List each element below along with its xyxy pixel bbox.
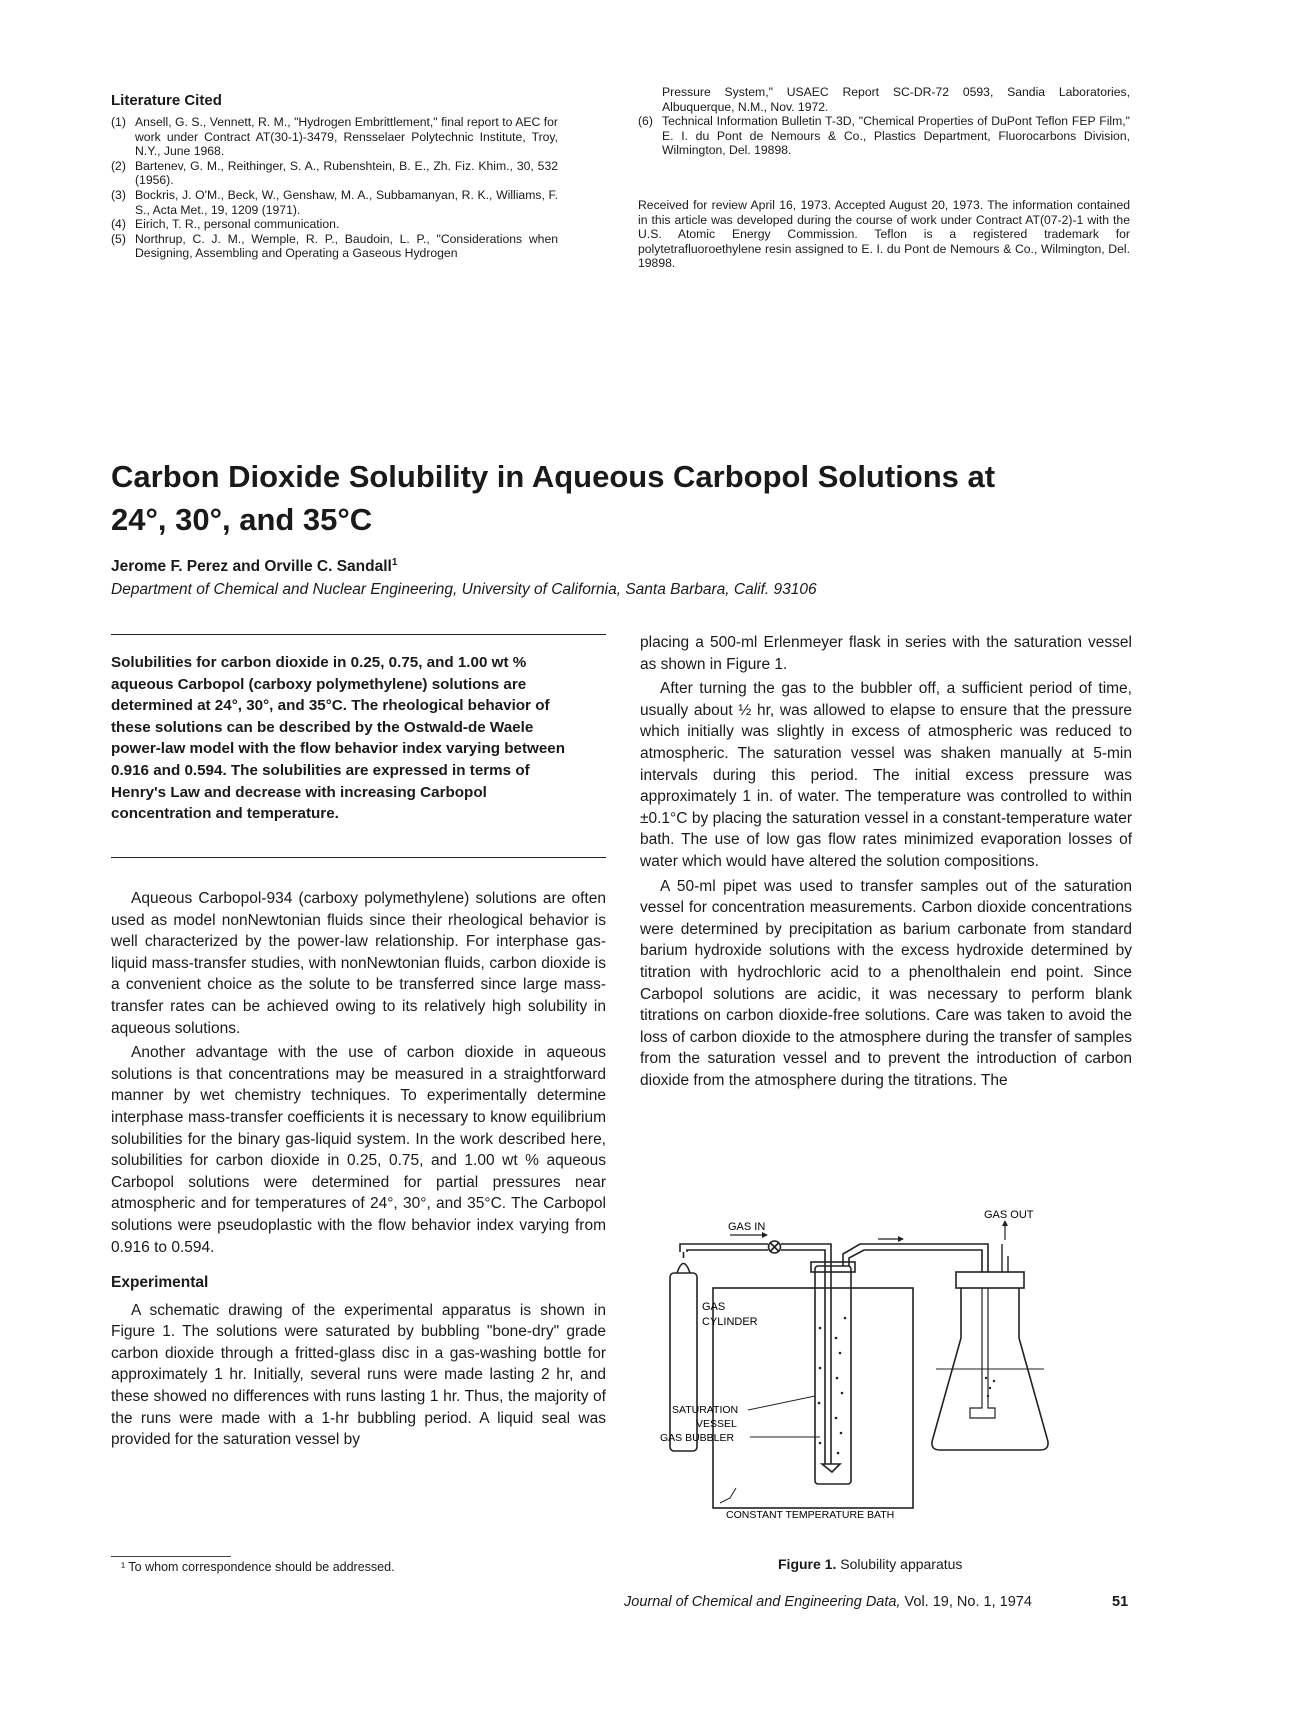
saturation-leader-line [748,1396,815,1410]
reference-item: (2) Bartenev, G. M., Reithinger, S. A., Rubenshtein, B. E., Zh. Fiz. Khim., 30, 532 (1956). [111,158,558,188]
abstract-bottom-rule [111,857,606,858]
reference-item-continued: Pressure System," USAEC Report SC-DR-72 0593, Sandia Laboratories, Albuquerque, N.M., Nov. 1972. [662,85,1130,114]
gas-bubbler-frit [822,1464,840,1472]
article-title [111,455,1211,541]
reference-item: (5) Northrup, C. J. M., Wemple, R. P., Baudoin, L. P., "Considerations when Designing, Assembling and Operating a Gaseous Hydrogen [111,231,558,261]
reference-item: (6) Technical Information Bulletin T-3D, "Chemical Properties of DuPont Teflon FEP Film," E. I. du Pont de Nemours & Co., Plastics Department, Fluorocarbons Division, Wilmington, Del. 19898. [638,114,1130,158]
received-note: Received for review April 16, 1973. Accepted August 20, 1973. The information contained in this article was developed during the course of work under Contract AT(07-2)-1 with the U.S. Atomic Energy Commission. Teflon is a registered trademark for polytetrafluoroethylene resin assigned to E. I. du Pont de Nemours & Co., Wilmington, Del. 19898. [638,198,1130,271]
body-paragraph: Another advantage with the use of carbon dioxide in aqueous solutions is that concentrations may be measured in a straightforward manner by wet chemistry techniques. To experimentally determine interphase mass-transfer coefficients it is necessary to know equilibrium solubilities for the binary gas-liquid system. In the work described here, solubilities for carbon dioxide in 0.25, 0.75, and 1.00 wt % aqueous Carbopol solutions were determined for partial pressures near atmospheric and for temperatures of 24°, 30°, and 35°C. The Carbopol solutions were pseudoplastic with the flow behavior index varying from 0.916 to 0.594. [111,1044,606,1256]
journal-name: Journal of Chemical and Engineering Data, [624,1594,901,1610]
saturation-vessel-drawing [811,1262,855,1484]
cylinder-label: CYLINDER [702,1316,758,1328]
article-title-line2: 24°, 30°, and 35°C [111,502,373,537]
reference-item: (4) Eirich, T. R., personal communication. [111,217,340,232]
gas-inlet-pipe [680,1244,831,1273]
footnote: ¹ To whom correspondence should be addressed. [121,1560,395,1574]
body-paragraph: After turning the gas to the bubbler off, a sufficient period of time, usually about ½ hr, was allowed to elapse to ensure that the pressure which initially was slightly in excess of atmospheric was reduced to atmospheric. The saturation vessel was shaken manually at 5-min intervals during this period. The initial excess pressure was approximately 1 in. of water. The temperature was controlled to within ±0.1°C by placing the saturation vessel in a constant-temperature water bath. The use of low gas flow rates minimized evaporation losses of water which would have altered the solution compositions. [640,680,1132,870]
gas-outlet-pipe [843,1244,988,1272]
references-right [638,85,1130,158]
gas-out-label: GAS OUT [984,1209,1034,1221]
footnote-rule [111,1556,231,1557]
article-title-line1: Carbon Dioxide Solubility in Aqueous Carbopol Solutions at [111,459,996,494]
page-number: 51 [1112,1594,1129,1610]
literature-cited-heading: Literature Cited [111,92,222,109]
erlenmeyer-flask-drawing [932,1244,1048,1450]
saturation-label: SATURATION [672,1404,739,1416]
journal-volume: Vol. 19, No. 1, 1974 [900,1594,1032,1610]
gas-bubbler-label: GAS BUBBLER [660,1432,735,1444]
authors: Jerome F. Perez and Orville C. Sandall$^1$ [111,557,398,576]
reference-item: (1) Ansell, G. S., Vennett, R. M., "Hydrogen Embrittlement," final report to AEC for work under Contract AT(30-1)-3479, Rensselaer Polytechnic Institute, Troy, N.Y., June 1968. [111,115,558,159]
body-paragraph: Aqueous Carbopol-934 (carboxy polymethylene) solutions are often used as model nonNewtonian fluids since their rheological behavior is well characterized by the power-law relationship. For interphase gas-liquid mass-transfer studies, with nonNewtonian fluids, carbon dioxide is a convenient choice as the solute to be transferred since large mass-transfer rates can be achieved owing to its relatively high solubility in aqueous solutions. [111,890,606,1037]
references-left [111,115,558,261]
abstract-top-rule [111,634,606,635]
section-heading-experimental: Experimental [111,1274,209,1292]
body-paragraph: placing a 500-ml Erlenmeyer flask in series with the saturation vessel as shown in Figure 1. [640,634,1132,673]
reference-item: (3) Bockris, J. O'M., Beck, W., Genshaw, M. A., Subbamanyan, R. K., Williams, F. S., Acta Met., 19, 1209 (1971). [111,187,558,217]
body-paragraph: A 50-ml pipet was used to transfer samples out of the saturation vessel for concentration measurements. Carbon dioxide concentrations were determined by precipitation as barium carbonate from standard barium hydroxide solutions with the excess hydroxide determined by titration with hydrochloric acid to a phenolthalein end point. Since Carbopol solutions are acidic, it was necessary to perform blank titrations on carbon dioxide-free solutions. Care was taken to avoid the loss of carbon dioxide to the atmosphere during the transfer of samples from the saturation vessel and to prevent the introduction of carbon dioxide from the atmosphere during the titrations. The [640,877,1132,1089]
bath-label: CONSTANT TEMPERATURE BATH [726,1509,895,1521]
figure-caption-text: Solubility apparatus [836,1556,963,1572]
gas-in-label: GAS IN [728,1221,766,1233]
body-paragraph: A schematic drawing of the experimental apparatus is shown in Figure 1. The solutions were saturated by bubbling "bone-dry" grade carbon dioxide through a fritted-glass disc in a gas-washing bottle for approximately 1 hr. Initially, several runs were made lasting 2 hr, and these showed no differences with runs lasting 1 hr. Thus, the majority of the runs were made with a 1-hr bubbling period. A liquid seal was provided for the saturation vessel by [111,1301,606,1449]
abstract: Solubilities for carbon dioxide in 0.25, 0.75, and 1.00 wt % aqueous Carbopol (carboxy polymethylene) solutions are determined at 24°, 30°, and 35°C. The rheological behavior of these solutions can be described by the Ostwald-de Waele power-law model with the flow behavior index varying between 0.916 and 0.594. The solubilities are expressed in terms of Henry's Law and decrease with increasing Carbopol concentration and temperature. [111,654,566,823]
journal-footer [624,1594,1032,1610]
figure-caption-label: Figure 1. [778,1556,837,1572]
bath-leader-line [720,1488,736,1503]
figure-caption [778,1556,962,1572]
author-footnote-marker: 1 [391,557,398,568]
apparatus-figure [650,1209,1130,1546]
affiliation: Department of Chemical and Nuclear Engineering, University of California, Santa Barbara, Calif. 93106 [111,581,817,598]
vessel-label: VESSEL [696,1418,737,1430]
gas-label: GAS [702,1301,726,1313]
gas-cylinder-drawing [670,1252,697,1451]
left-body-column [111,888,606,1454]
right-body-column [640,632,1132,1094]
